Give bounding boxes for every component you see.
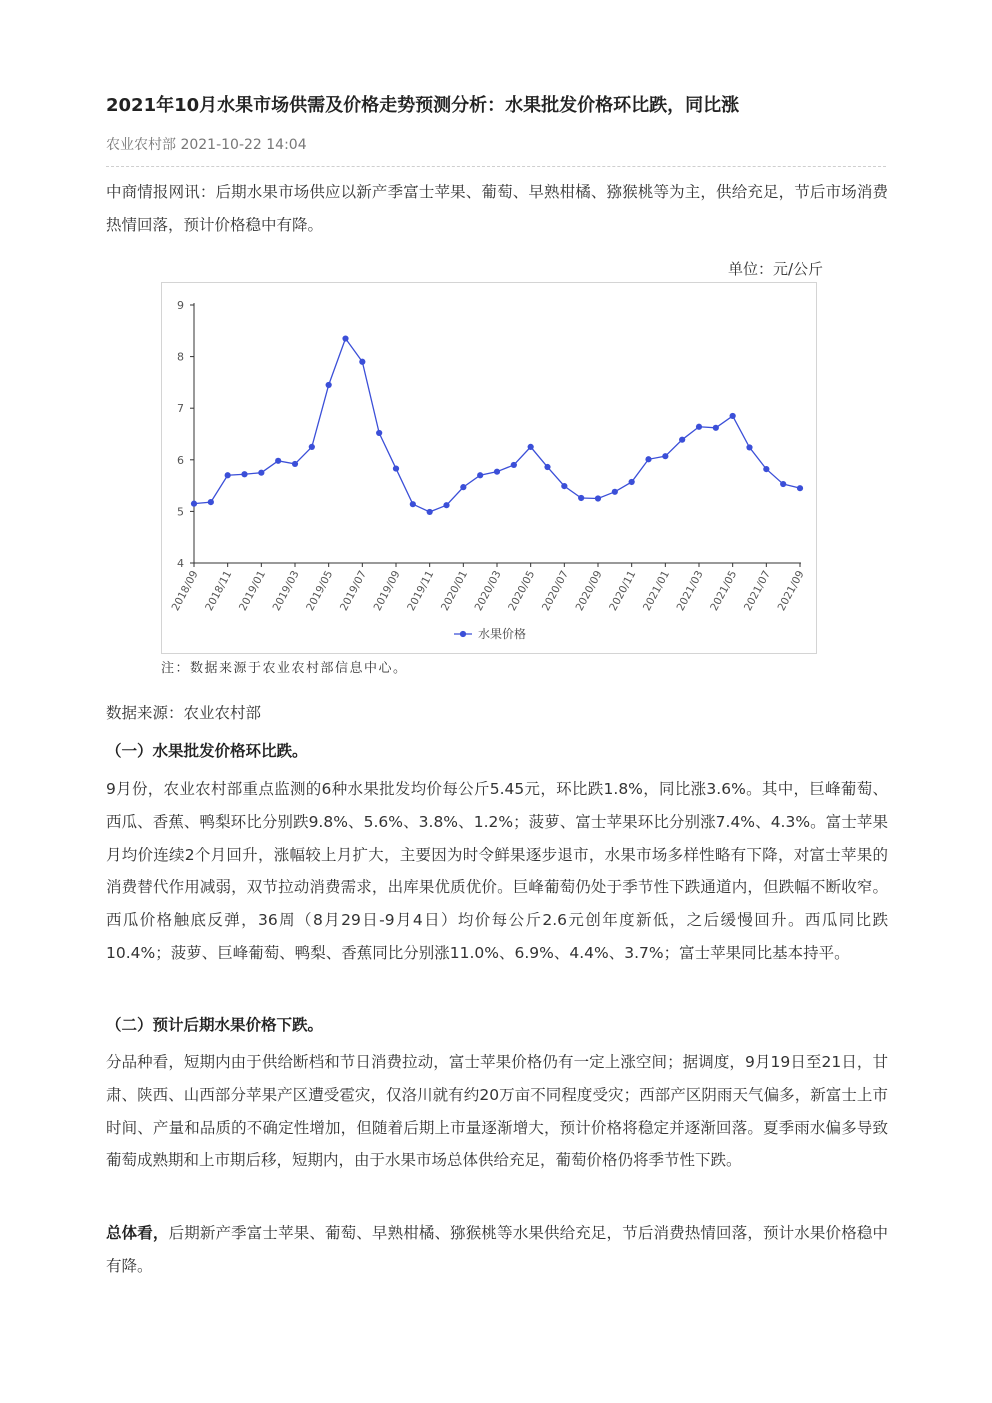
data-source: 数据来源：农业农村部 — [106, 704, 262, 722]
unit-label: 单位：元/公斤 — [728, 260, 824, 278]
data-point — [258, 470, 264, 476]
section2-heading: （二）预计后期水果价格下跌。 — [106, 1016, 324, 1034]
data-point — [645, 456, 651, 462]
data-point — [629, 479, 635, 485]
data-point — [225, 472, 231, 478]
y-tick-label: 7 — [177, 402, 184, 416]
data-point — [780, 481, 786, 487]
data-point — [359, 359, 365, 365]
data-point — [208, 499, 214, 505]
legend-marker — [460, 631, 466, 637]
data-point — [763, 466, 769, 472]
x-tick-label: 2019/05 — [304, 568, 336, 613]
data-point — [410, 501, 416, 507]
data-point — [578, 495, 584, 501]
lead-paragraph: 中商情报网讯：后期水果市场供应以新产季富士苹果、葡萄、早熟柑橘、猕猴桃等为主，供给充足，节后市场消费热情回落，预计价格稳中有降。 — [106, 183, 888, 234]
data-point — [662, 453, 668, 459]
data-point — [309, 444, 315, 450]
summary-lead: 总体看， — [106, 1224, 169, 1242]
summary-paragraph — [106, 1217, 888, 1283]
legend-label: 水果价格 — [478, 627, 527, 641]
data-point — [376, 430, 382, 436]
y-tick-label: 9 — [177, 299, 184, 312]
data-point — [427, 509, 433, 515]
x-tick-label: 2019/07 — [337, 568, 369, 613]
data-point — [443, 502, 449, 508]
article-source[interactable]: 农业农村部 — [106, 137, 176, 153]
data-point — [241, 471, 247, 477]
data-point — [595, 495, 601, 501]
price-chart — [161, 282, 817, 654]
x-tick-label: 2019/03 — [270, 568, 302, 613]
title-divider — [106, 166, 886, 167]
section2-paragraph: 分品种看，短期内由于供给断档和节日消费拉动，富士苹果价格仍有一定上涨空间；据调度，9月19日至21日，甘肃、陕西、山西部分苹果产区遭受雹灾，仅洛川就有约20万亩不同程度受灾；西部产区阴雨天气偏多，新富士上市时间、产量和品质的不确定性增加，但随着后期上市量逐渐增大，预计价格将稳定并逐渐回落。夏季雨水偏多导致葡萄成熟期和上市期后移，短期内，由于水果市场总体供给充足，葡萄价格仍将季节性下跌。 — [106, 1053, 888, 1170]
x-tick-label: 2018/11 — [203, 568, 235, 613]
data-point — [393, 465, 399, 471]
x-tick-label: 2021/07 — [741, 568, 773, 613]
data-point — [730, 413, 736, 419]
x-tick-label: 2020/01 — [438, 568, 470, 613]
data-point — [326, 382, 332, 388]
summary-text: 后期新产季富士苹果、葡萄、早熟柑橘、猕猴桃等水果供给充足，节后消费热情回落，预计水果价格稳中有降。 — [106, 1224, 888, 1275]
data-point — [696, 424, 702, 430]
y-tick-label: 6 — [177, 453, 184, 467]
article-meta — [106, 135, 307, 155]
x-tick-label: 2021/05 — [708, 568, 740, 613]
article-title: 2021年10月水果市场供需及价格走势预测分析：水果批发价格环比跌，同比涨 — [106, 95, 740, 116]
x-tick-label: 2020/09 — [573, 568, 605, 613]
data-point — [477, 472, 483, 478]
data-point — [544, 464, 550, 470]
section1-paragraph: 9月份，农业农村部重点监测的6种水果批发均价每公斤5.45元，环比跌1.8%，同比涨3.6%。其中，巨峰葡萄、西瓜、香蕉、鸭梨环比分别跌9.8%、5.6%、3.8%、1.2%；菠萝、富士苹果环比分别涨7.4%、4.3%。富士苹果月均价连续2个月回升，涨幅较上月扩大，主要因为时令鲜果逐步退市，水果市场多样性略有下降，对富士苹果的消费替代作用减弱，双节拉动消费需求，出库果优质优价。巨峰葡萄仍处于季节性下跌通道内，但跌幅不断收窄。西瓜价格触底反弹，36周（8月29日-9月4日）均价每公斤2.6元创年度新低，之后缓慢回升。西瓜同比跌10.4%；菠萝、巨峰葡萄、鸭梨、香蕉同比分别涨11.0%、6.9%、4.4%、3.7%；富士苹果同比基本持平。 — [106, 780, 888, 962]
data-point — [342, 335, 348, 341]
x-tick-label: 2019/11 — [405, 568, 437, 613]
x-tick-label: 2020/03 — [472, 568, 504, 613]
x-tick-label: 2021/01 — [640, 568, 672, 613]
data-point — [679, 437, 685, 443]
y-tick-label: 5 — [177, 505, 184, 519]
data-point — [746, 444, 752, 450]
x-tick-label: 2019/01 — [236, 568, 268, 613]
price-chart-svg — [162, 283, 818, 655]
data-point — [528, 444, 534, 450]
chart-note: 注：数据来源于农业农村部信息中心。 — [161, 661, 408, 676]
data-point — [292, 461, 298, 467]
y-tick-label: 8 — [177, 350, 184, 364]
x-tick-label: 2020/05 — [506, 568, 538, 613]
series-line — [194, 339, 800, 512]
section1-heading: （一）水果批发价格环比跌。 — [106, 742, 308, 760]
data-point — [511, 462, 517, 468]
data-point — [275, 458, 281, 464]
x-tick-label: 2020/11 — [607, 568, 639, 613]
x-tick-label: 2018/09 — [169, 568, 201, 613]
x-tick-label: 2020/07 — [539, 568, 571, 613]
data-point — [797, 485, 803, 491]
data-point — [191, 501, 197, 507]
x-tick-label: 2021/03 — [674, 568, 706, 613]
data-point — [460, 484, 466, 490]
x-tick-label: 2019/09 — [371, 568, 403, 613]
data-point — [612, 489, 618, 495]
y-tick-label: 4 — [177, 557, 184, 570]
x-tick-label: 2021/09 — [775, 568, 807, 613]
data-point — [494, 469, 500, 475]
data-point — [561, 483, 567, 489]
article-datetime: 2021-10-22 14:04 — [180, 137, 307, 153]
data-point — [713, 425, 719, 431]
